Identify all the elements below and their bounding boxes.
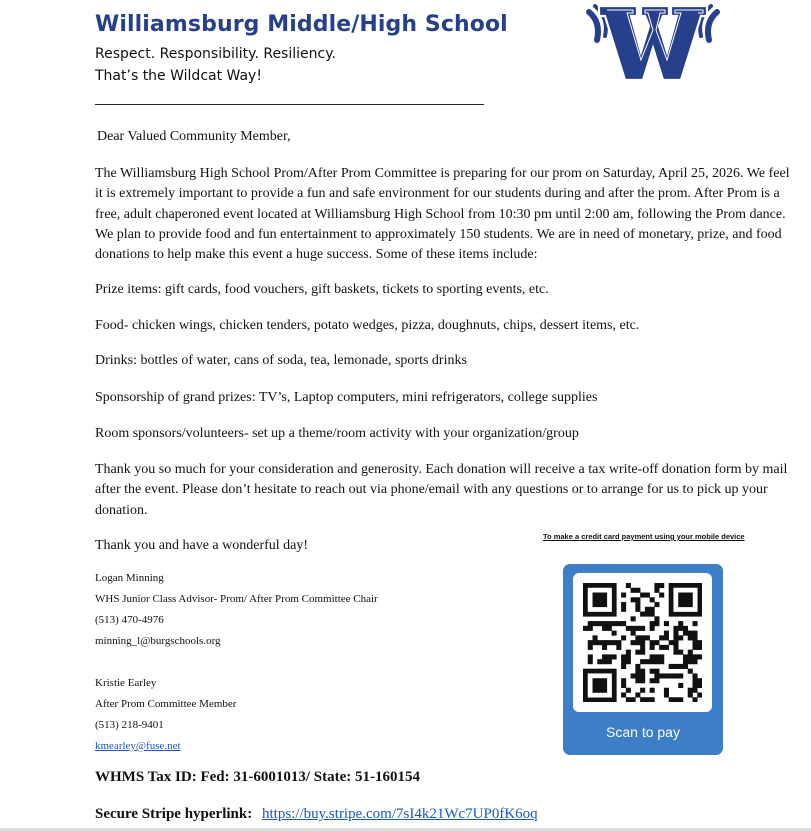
contact-email-link[interactable]: kmearley@fuse.net bbox=[95, 740, 181, 752]
contact-title: After Prom Committee Member bbox=[95, 698, 237, 710]
contact-phone: (513) 218-9401 bbox=[95, 719, 164, 731]
motto-line-1: Respect. Responsibility. Resiliency. bbox=[95, 46, 336, 62]
stripe-line bbox=[95, 806, 538, 823]
contact-title: WHS Junior Class Advisor- Prom/ After Prom Committee Chair bbox=[95, 593, 378, 605]
prize-items-line: Prize items: gift cards, food vouchers, gift baskets, tickets to sporting events, etc. bbox=[95, 282, 549, 297]
scan-to-pay-label: Scan to pay bbox=[606, 724, 680, 740]
stripe-label: Secure Stripe hyperlink: bbox=[95, 806, 253, 822]
stripe-payment-link[interactable]: https://buy.stripe.com/7sI4k21Wc7UP0fK6oq bbox=[261, 806, 538, 822]
room-sponsors-line: Room sponsors/volunteers- set up a theme/room activity with your organization/group bbox=[95, 426, 579, 441]
qr-code-icon bbox=[583, 583, 702, 702]
qr-code-frame bbox=[573, 573, 712, 712]
salutation: Dear Valued Community Member, bbox=[97, 129, 291, 144]
contact-phone: (513) 470-4976 bbox=[95, 614, 164, 626]
contact-email: minning_l@burgschools.org bbox=[95, 635, 221, 647]
contact-name: Logan Minning bbox=[95, 572, 164, 584]
school-name: Williamsburg Middle/High School bbox=[95, 12, 508, 37]
thanks-paragraph: Thank you so much for your consideration and generosity. Each donation will receive a tax write-off donation form by mail after the event. Please don’t hesitate to reach out via phone/email with any questions or to arrange for us to pick up your donation. bbox=[95, 462, 788, 518]
contact-block bbox=[95, 568, 378, 652]
wildcat-w-logo-icon bbox=[583, 2, 723, 84]
motto-line-2: That’s the Wildcat Way! bbox=[95, 68, 262, 84]
scan-to-pay-card[interactable] bbox=[563, 564, 723, 755]
contact-block bbox=[95, 673, 236, 757]
food-items-line: Food- chicken wings, chicken tenders, potato wedges, pizza, doughnuts, chips, dessert items, etc. bbox=[95, 318, 640, 333]
contact-name: Kristie Earley bbox=[95, 677, 157, 689]
header-divider bbox=[95, 104, 484, 105]
tax-id: WHMS Tax ID: Fed: 31-6001013/ State: 51-160154 bbox=[95, 769, 420, 785]
credit-card-note: To make a credit card payment using your mobile device bbox=[543, 532, 745, 541]
grand-prizes-line: Sponsorship of grand prizes: TV’s, Laptop computers, mini refrigerators, college supplies bbox=[95, 390, 598, 405]
closing-line: Thank you and have a wonderful day! bbox=[95, 538, 309, 553]
drinks-line: Drinks: bottles of water, cans of soda, tea, lemonade, sports drinks bbox=[95, 353, 467, 368]
intro-paragraph: The Williamsburg High School Prom/After Prom Committee is preparing for our prom on Saturday, April 25, 2026. We feel it is extremely important to provide a fun and safe environment for our students during and after the prom. After Prom is a free, adult chaperoned event located at Williamsburg High School from 10:30 pm until 2:00 am, following the Prom dance. We plan to provide food and fun entertainment to approximately 150 students. We are in need of monetary, prize, and food donations to help make this event a huge success. Some of these items include: bbox=[95, 166, 790, 263]
